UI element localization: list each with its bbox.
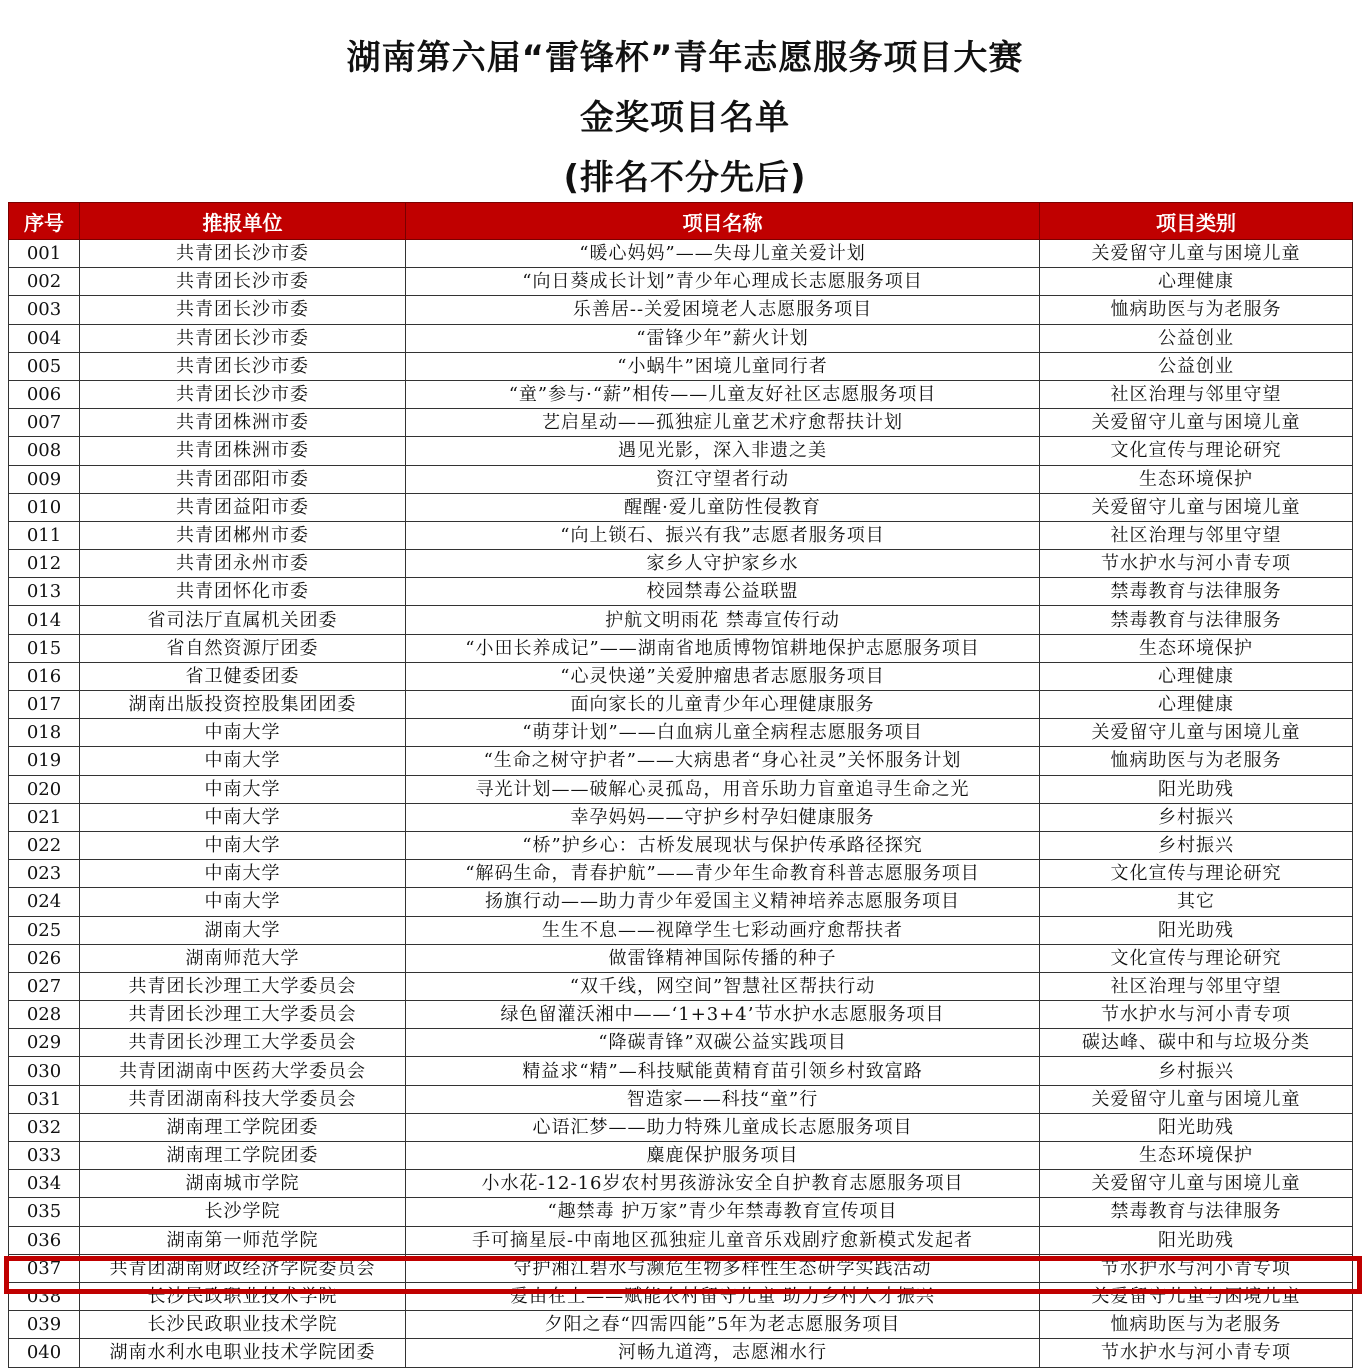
cell-unit: 共青团株洲市委: [80, 409, 406, 437]
cell-category: 文化宣传与理论研究: [1040, 860, 1353, 888]
cell-id: 004: [9, 324, 80, 352]
table-header-row: [9, 203, 1353, 240]
cell-project-name: 河畅九道湾，志愿湘水行: [406, 1339, 1040, 1367]
cell-unit: 中南大学: [80, 775, 406, 803]
cell-project-name: 乐善居--关爱困境老人志愿服务项目: [406, 296, 1040, 324]
cell-category: 心理健康: [1040, 662, 1353, 690]
table-row: [9, 747, 1353, 775]
page-subtitle: 金奖项目名单: [580, 98, 790, 138]
cell-project-name: “双千线，网空间”智慧社区帮扶行动: [406, 972, 1040, 1000]
table-row: [9, 944, 1353, 972]
cell-category: 关爱留守儿童与困境儿童: [1040, 719, 1353, 747]
cell-category: 禁毒教育与法律服务: [1040, 1198, 1353, 1226]
cell-id: 040: [9, 1339, 80, 1367]
table-row: [9, 1001, 1353, 1029]
cell-project-name: 小水花-12-16岁农村男孩游泳安全自护教育志愿服务项目: [406, 1170, 1040, 1198]
cell-id: 038: [9, 1282, 80, 1310]
cell-unit: 湖南第一师范学院: [80, 1226, 406, 1254]
cell-unit: 共青团怀化市委: [80, 578, 406, 606]
cell-id: 020: [9, 775, 80, 803]
cell-project-name: 爱由在上——赋能农村留守儿童 助力乡村人才振兴: [406, 1282, 1040, 1310]
cell-category: 生态环境保护: [1040, 465, 1353, 493]
cell-project-name: 绿色留灌沃湘中——‘1+3+4’节水护水志愿服务项目: [406, 1001, 1040, 1029]
table-row: [9, 1254, 1353, 1282]
cell-unit: 中南大学: [80, 747, 406, 775]
cell-project-name: 做雷锋精神国际传播的种子: [406, 944, 1040, 972]
header-category: 项目类别: [1040, 203, 1353, 240]
cell-category: 恤病助医与为老服务: [1040, 296, 1353, 324]
cell-unit: 共青团益阳市委: [80, 493, 406, 521]
table-row: [9, 606, 1353, 634]
cell-category: 乡村振兴: [1040, 1057, 1353, 1085]
table-row: [9, 324, 1353, 352]
cell-unit: 长沙民政职业技术学院: [80, 1282, 406, 1310]
cell-unit: 中南大学: [80, 803, 406, 831]
cell-id: 021: [9, 803, 80, 831]
cell-id: 029: [9, 1029, 80, 1057]
cell-category: 生态环境保护: [1040, 1142, 1353, 1170]
table-row: [9, 1085, 1353, 1113]
table-row: [9, 1057, 1353, 1085]
cell-project-name: 醒醒·爱儿童防性侵教育: [406, 493, 1040, 521]
table-row: [9, 493, 1353, 521]
table-row: [9, 521, 1353, 549]
cell-unit: 共青团湖南中医药大学委员会: [80, 1057, 406, 1085]
cell-project-name: 幸孕妈妈——守护乡村孕妇健康服务: [406, 803, 1040, 831]
cell-project-name: “桥”护乡心：古桥发展现状与保护传承路径探究: [406, 831, 1040, 859]
table-row: [9, 634, 1353, 662]
cell-unit: 共青团长沙市委: [80, 296, 406, 324]
table-row: [9, 1029, 1353, 1057]
table-row: [9, 240, 1353, 268]
title-block: [0, 28, 1370, 208]
cell-category: 文化宣传与理论研究: [1040, 437, 1353, 465]
cell-category: 阳光助残: [1040, 1226, 1353, 1254]
cell-unit: 共青团邵阳市委: [80, 465, 406, 493]
cell-project-name: 护航文明雨花 禁毒宣传行动: [406, 606, 1040, 634]
cell-project-name: 校园禁毒公益联盟: [406, 578, 1040, 606]
cell-id: 003: [9, 296, 80, 324]
cell-category: 公益创业: [1040, 352, 1353, 380]
cell-category: 节水护水与河小青专项: [1040, 1339, 1353, 1367]
cell-id: 016: [9, 662, 80, 690]
cell-category: 生态环境保护: [1040, 634, 1353, 662]
table-row: [9, 550, 1353, 578]
table-row: [9, 888, 1353, 916]
cell-project-name: 手可摘星辰-中南地区孤独症儿童音乐戏剧疗愈新模式发起者: [406, 1226, 1040, 1254]
cell-category: 社区治理与邻里守望: [1040, 972, 1353, 1000]
cell-id: 005: [9, 352, 80, 380]
cell-unit: 共青团永州市委: [80, 550, 406, 578]
table-row: [9, 465, 1353, 493]
award-table: [8, 202, 1353, 1368]
cell-category: 节水护水与河小青专项: [1040, 550, 1353, 578]
cell-project-name: “雷锋少年”薪火计划: [406, 324, 1040, 352]
cell-project-name: 面向家长的儿童青少年心理健康服务: [406, 691, 1040, 719]
cell-category: 公益创业: [1040, 324, 1353, 352]
cell-category: 禁毒教育与法律服务: [1040, 578, 1353, 606]
table-row: [9, 578, 1353, 606]
cell-project-name: 精益求“精”—科技赋能黄精育苗引领乡村致富路: [406, 1057, 1040, 1085]
cell-category: 心理健康: [1040, 268, 1353, 296]
cell-unit: 湖南理工学院团委: [80, 1113, 406, 1141]
cell-project-name: “小蜗牛”困境儿童同行者: [406, 352, 1040, 380]
table-row: [9, 1198, 1353, 1226]
cell-unit: 共青团长沙理工大学委员会: [80, 972, 406, 1000]
cell-category: 恤病助医与为老服务: [1040, 1311, 1353, 1339]
cell-id: 012: [9, 550, 80, 578]
table-row: [9, 916, 1353, 944]
cell-id: 010: [9, 493, 80, 521]
cell-id: 019: [9, 747, 80, 775]
cell-id: 009: [9, 465, 80, 493]
cell-category: 阳光助残: [1040, 775, 1353, 803]
cell-id: 002: [9, 268, 80, 296]
cell-id: 034: [9, 1170, 80, 1198]
cell-unit: 中南大学: [80, 831, 406, 859]
cell-project-name: 生生不息——视障学生七彩动画疗愈帮扶者: [406, 916, 1040, 944]
cell-category: 关爱留守儿童与困境儿童: [1040, 240, 1353, 268]
cell-unit: 中南大学: [80, 719, 406, 747]
cell-id: 030: [9, 1057, 80, 1085]
cell-category: 阳光助残: [1040, 916, 1353, 944]
cell-unit: 共青团长沙市委: [80, 324, 406, 352]
cell-id: 028: [9, 1001, 80, 1029]
page-title: 湖南第六届“雷锋杯”青年志愿服务项目大赛: [346, 38, 1024, 78]
table-row: [9, 831, 1353, 859]
cell-id: 031: [9, 1085, 80, 1113]
cell-unit: 湖南城市学院: [80, 1170, 406, 1198]
cell-project-name: “生命之树守护者”——大病患者“身心社灵”关怀服务计划: [406, 747, 1040, 775]
cell-id: 013: [9, 578, 80, 606]
table-row: [9, 409, 1353, 437]
cell-project-name: 夕阳之春“四需四能”5年为老志愿服务项目: [406, 1311, 1040, 1339]
cell-project-name: “童”参与·“薪”相传——儿童友好社区志愿服务项目: [406, 380, 1040, 408]
table-row: [9, 437, 1353, 465]
table-row: [9, 296, 1353, 324]
cell-id: 007: [9, 409, 80, 437]
table-row: [9, 352, 1353, 380]
cell-category: 乡村振兴: [1040, 831, 1353, 859]
cell-id: 037: [9, 1254, 80, 1282]
cell-unit: 湖南水利水电职业技术学院团委: [80, 1339, 406, 1367]
cell-category: 关爱留守儿童与困境儿童: [1040, 493, 1353, 521]
cell-id: 039: [9, 1311, 80, 1339]
cell-unit: 共青团湖南科技大学委员会: [80, 1085, 406, 1113]
cell-unit: 省司法厅直属机关团委: [80, 606, 406, 634]
table-row: [9, 1282, 1353, 1310]
cell-unit: 共青团长沙理工大学委员会: [80, 1029, 406, 1057]
cell-unit: 湖南大学: [80, 916, 406, 944]
cell-project-name: “降碳青锋”双碳公益实践项目: [406, 1029, 1040, 1057]
cell-unit: 省自然资源厅团委: [80, 634, 406, 662]
cell-category: 关爱留守儿童与困境儿童: [1040, 1282, 1353, 1310]
cell-category: 其它: [1040, 888, 1353, 916]
cell-project-name: “萌芽计划”——白血病儿童全病程志愿服务项目: [406, 719, 1040, 747]
cell-unit: 共青团湖南财政经济学院委员会: [80, 1254, 406, 1282]
cell-unit: 中南大学: [80, 888, 406, 916]
cell-category: 节水护水与河小青专项: [1040, 1254, 1353, 1282]
cell-id: 026: [9, 944, 80, 972]
cell-id: 014: [9, 606, 80, 634]
cell-unit: 共青团长沙市委: [80, 352, 406, 380]
table-row: [9, 1339, 1353, 1367]
table-row: [9, 1142, 1353, 1170]
table-row: [9, 719, 1353, 747]
page-note: (排名不分先后): [563, 158, 807, 198]
header-id: 序号: [9, 203, 80, 240]
cell-project-name: 家乡人守护家乡水: [406, 550, 1040, 578]
table-row: [9, 691, 1353, 719]
cell-project-name: 艺启星动——孤独症儿童艺术疗愈帮扶计划: [406, 409, 1040, 437]
cell-id: 022: [9, 831, 80, 859]
cell-category: 乡村振兴: [1040, 803, 1353, 831]
cell-unit: 共青团株洲市委: [80, 437, 406, 465]
table-row: [9, 972, 1353, 1000]
table-row: [9, 803, 1353, 831]
table-row: [9, 662, 1353, 690]
cell-id: 033: [9, 1142, 80, 1170]
cell-unit: 长沙学院: [80, 1198, 406, 1226]
cell-id: 032: [9, 1113, 80, 1141]
cell-project-name: 遇见光影，深入非遗之美: [406, 437, 1040, 465]
cell-project-name: 麋鹿保护服务项目: [406, 1142, 1040, 1170]
cell-project-name: 心语汇梦——助力特殊儿童成长志愿服务项目: [406, 1113, 1040, 1141]
cell-unit: 湖南出版投资控股集团团委: [80, 691, 406, 719]
cell-unit: 共青团长沙市委: [80, 240, 406, 268]
cell-id: 027: [9, 972, 80, 1000]
cell-category: 社区治理与邻里守望: [1040, 380, 1353, 408]
cell-unit: 共青团长沙市委: [80, 268, 406, 296]
cell-category: 节水护水与河小青专项: [1040, 1001, 1353, 1029]
cell-unit: 共青团长沙市委: [80, 380, 406, 408]
table-row: [9, 268, 1353, 296]
cell-category: 关爱留守儿童与困境儿童: [1040, 409, 1353, 437]
cell-project-name: “小田长养成记”——湖南省地质博物馆耕地保护志愿服务项目: [406, 634, 1040, 662]
cell-id: 017: [9, 691, 80, 719]
cell-category: 碳达峰、碳中和与垃圾分类: [1040, 1029, 1353, 1057]
cell-id: 035: [9, 1198, 80, 1226]
cell-category: 恤病助医与为老服务: [1040, 747, 1353, 775]
award-table-container: [8, 202, 1352, 1368]
cell-category: 心理健康: [1040, 691, 1353, 719]
cell-id: 025: [9, 916, 80, 944]
cell-category: 阳光助残: [1040, 1113, 1353, 1141]
cell-id: 008: [9, 437, 80, 465]
cell-id: 036: [9, 1226, 80, 1254]
cell-project-name: “趣禁毒 护万家”青少年禁毒教育宣传项目: [406, 1198, 1040, 1226]
table-row: [9, 860, 1353, 888]
table-row: [9, 380, 1353, 408]
cell-category: 禁毒教育与法律服务: [1040, 606, 1353, 634]
cell-unit: 长沙民政职业技术学院: [80, 1311, 406, 1339]
table-row: [9, 1170, 1353, 1198]
cell-category: 社区治理与邻里守望: [1040, 521, 1353, 549]
cell-id: 024: [9, 888, 80, 916]
cell-unit: 湖南理工学院团委: [80, 1142, 406, 1170]
cell-id: 011: [9, 521, 80, 549]
cell-unit: 省卫健委团委: [80, 662, 406, 690]
cell-unit: 中南大学: [80, 860, 406, 888]
cell-category: 关爱留守儿童与困境儿童: [1040, 1085, 1353, 1113]
cell-project-name: 寻光计划——破解心灵孤岛，用音乐助力盲童追寻生命之光: [406, 775, 1040, 803]
header-project-name: 项目名称: [406, 203, 1040, 240]
table-row: [9, 1113, 1353, 1141]
cell-id: 001: [9, 240, 80, 268]
cell-project-name: “向上锁石、振兴有我”志愿者服务项目: [406, 521, 1040, 549]
cell-project-name: 智造家——科技“童”行: [406, 1085, 1040, 1113]
cell-unit: 共青团长沙理工大学委员会: [80, 1001, 406, 1029]
cell-project-name: 扬旗行动——助力青少年爱国主义精神培养志愿服务项目: [406, 888, 1040, 916]
table-row: [9, 1311, 1353, 1339]
table-row: [9, 1226, 1353, 1254]
cell-project-name: 守护湘江碧水与濒危生物多样性生态研学实践活动: [406, 1254, 1040, 1282]
cell-id: 018: [9, 719, 80, 747]
cell-id: 015: [9, 634, 80, 662]
table-body: [9, 240, 1353, 1368]
table-row: [9, 775, 1353, 803]
cell-project-name: “向日葵成长计划”青少年心理成长志愿服务项目: [406, 268, 1040, 296]
cell-project-name: “解码生命，青春护航”——青少年生命教育科普志愿服务项目: [406, 860, 1040, 888]
cell-unit: 共青团郴州市委: [80, 521, 406, 549]
header-unit: 推报单位: [80, 203, 406, 240]
cell-id: 023: [9, 860, 80, 888]
cell-id: 006: [9, 380, 80, 408]
cell-project-name: “暖心妈妈”——失母儿童关爱计划: [406, 240, 1040, 268]
cell-unit: 湖南师范大学: [80, 944, 406, 972]
cell-category: 文化宣传与理论研究: [1040, 944, 1353, 972]
cell-project-name: 资江守望者行动: [406, 465, 1040, 493]
cell-category: 关爱留守儿童与困境儿童: [1040, 1170, 1353, 1198]
cell-project-name: “心灵快递”关爱肿瘤患者志愿服务项目: [406, 662, 1040, 690]
